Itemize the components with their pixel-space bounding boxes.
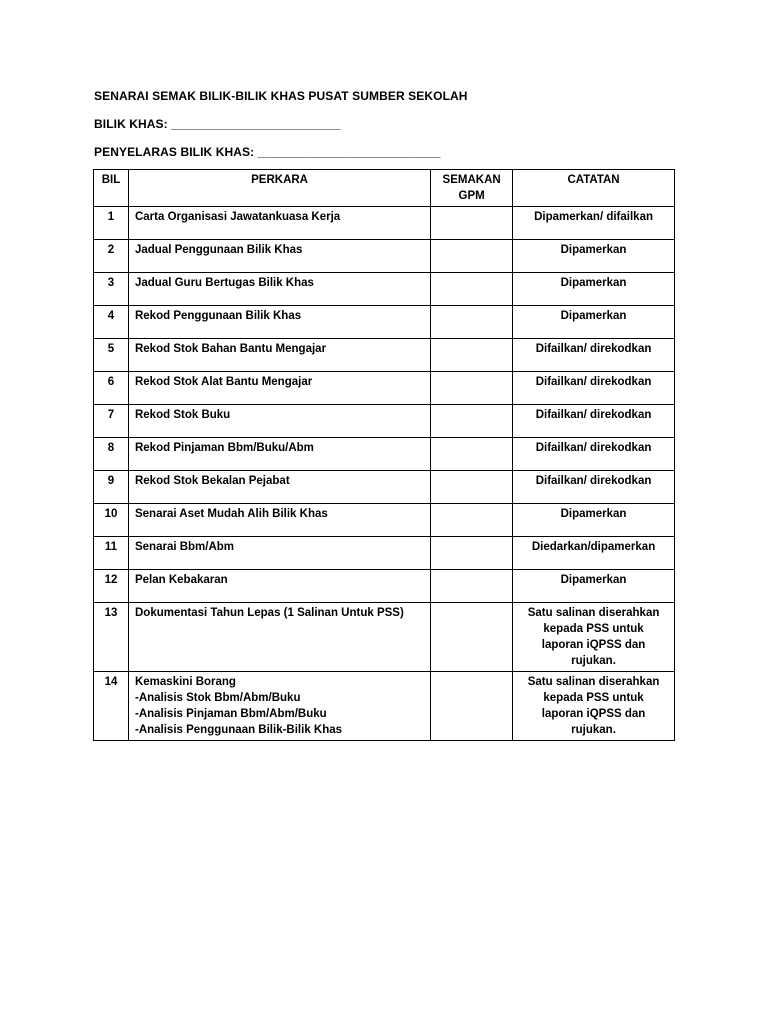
perkara-line: Jadual Penggunaan Bilik Khas (134, 244, 303, 256)
catatan-line: Difailkan/ direkodkan (535, 442, 652, 454)
cell-semakan-gpm[interactable] (431, 240, 513, 273)
cell-catatan (513, 438, 675, 471)
cell-perkara (128, 537, 430, 570)
cell-perkara (128, 672, 430, 741)
perkara-line: -Analisis Penggunaan Bilik-Bilik Khas (134, 724, 343, 736)
cell-semakan-gpm[interactable] (431, 405, 513, 438)
cell-bil: 1 (94, 207, 129, 240)
catatan-line: Difailkan/ direkodkan (535, 343, 652, 355)
table-header-row (94, 170, 675, 207)
cell-catatan (513, 537, 675, 570)
catatan-line: Dipamerkan (560, 508, 627, 520)
cell-bil: 6 (94, 372, 129, 405)
header-semakan-line: SEMAKAN (442, 174, 501, 186)
perkara-line: Rekod Stok Bahan Bantu Mengajar (134, 343, 327, 355)
cell-bil: 8 (94, 438, 129, 471)
table-row (94, 405, 675, 438)
perkara-line: Rekod Stok Alat Bantu Mengajar (134, 376, 313, 388)
perkara-line: Rekod Penggunaan Bilik Khas (134, 310, 302, 322)
cell-semakan-gpm[interactable] (431, 273, 513, 306)
cell-semakan-gpm[interactable] (431, 339, 513, 372)
catatan-line: Dipamerkan (560, 574, 627, 586)
cell-bil: 14 (94, 672, 129, 741)
cell-catatan (513, 570, 675, 603)
catatan-line: Diedarkan/dipamerkan (531, 541, 656, 553)
table-row (94, 240, 675, 273)
cell-bil: 2 (94, 240, 129, 273)
perkara-line: Rekod Stok Buku (134, 409, 231, 421)
cell-catatan (513, 672, 675, 741)
cell-catatan (513, 306, 675, 339)
perkara-line: -Analisis Pinjaman Bbm/Abm/Buku (134, 708, 327, 720)
cell-perkara (128, 339, 430, 372)
catatan-line: Satu salinan diserahkan (527, 676, 660, 688)
cell-bil: 7 (94, 405, 129, 438)
cell-catatan (513, 240, 675, 273)
table-row (94, 372, 675, 405)
catatan-line: Dipamerkan/ difailkan (534, 211, 653, 223)
header-catatan: CATATAN (513, 170, 675, 207)
cell-perkara (128, 306, 430, 339)
cell-bil: 13 (94, 603, 129, 672)
header-semakan (431, 170, 513, 207)
catatan-line: rujukan. (571, 724, 616, 736)
table-row (94, 603, 675, 672)
cell-perkara (128, 405, 430, 438)
cell-catatan (513, 339, 675, 372)
perkara-line: Senarai Aset Mudah Alih Bilik Khas (134, 508, 328, 520)
cell-perkara (128, 240, 430, 273)
catatan-line: Dipamerkan (560, 244, 627, 256)
cell-perkara (128, 570, 430, 603)
catatan-line: Difailkan/ direkodkan (535, 475, 652, 487)
cell-perkara (128, 372, 430, 405)
cell-semakan-gpm[interactable] (431, 372, 513, 405)
catatan-line: Satu salinan diserahkan (527, 607, 660, 619)
table-row (94, 504, 675, 537)
table-row (94, 339, 675, 372)
perkara-line: Dokumentasi Tahun Lepas (1 Salinan Untuk PSS) (134, 607, 404, 619)
cell-catatan (513, 273, 675, 306)
cell-semakan-gpm[interactable] (431, 570, 513, 603)
cell-bil: 3 (94, 273, 129, 306)
catatan-line: Dipamerkan (560, 310, 627, 322)
cell-perkara (128, 603, 430, 672)
cell-bil: 5 (94, 339, 129, 372)
cell-bil: 10 (94, 504, 129, 537)
perkara-line: Pelan Kebakaran (134, 574, 228, 586)
catatan-line: kepada PSS untuk (543, 623, 644, 635)
cell-catatan (513, 207, 675, 240)
cell-semakan-gpm[interactable] (431, 207, 513, 240)
cell-catatan (513, 504, 675, 537)
cell-bil: 11 (94, 537, 129, 570)
table-row (94, 273, 675, 306)
cell-semakan-gpm[interactable] (431, 504, 513, 537)
cell-bil: 9 (94, 471, 129, 504)
checklist-table (93, 169, 675, 741)
catatan-line: Dipamerkan (560, 277, 627, 289)
bilik-khas-field: BILIK KHAS: _________________________ (94, 117, 341, 131)
perkara-line: Senarai Bbm/Abm (134, 541, 235, 553)
perkara-line: Jadual Guru Bertugas Bilik Khas (134, 277, 314, 289)
penyelaras-field: PENYELARAS BILIK KHAS: ___________________________ (94, 145, 441, 159)
cell-perkara (128, 471, 430, 504)
table-row (94, 438, 675, 471)
perkara-line: -Analisis Stok Bbm/Abm/Buku (134, 692, 301, 704)
cell-perkara (128, 504, 430, 537)
catatan-line: kepada PSS untuk (543, 692, 644, 704)
catatan-line: laporan iQPSS dan (541, 708, 646, 720)
cell-semakan-gpm[interactable] (431, 603, 513, 672)
cell-bil: 12 (94, 570, 129, 603)
cell-catatan (513, 372, 675, 405)
header-semakan-line: GPM (458, 190, 485, 202)
document-title: SENARAI SEMAK BILIK-BILIK KHAS PUSAT SUMBER SEKOLAH (94, 89, 468, 103)
cell-semakan-gpm[interactable] (431, 672, 513, 741)
perkara-line: Rekod Pinjaman Bbm/Buku/Abm (134, 442, 314, 454)
cell-semakan-gpm[interactable] (431, 537, 513, 570)
perkara-line: Rekod Stok Bekalan Pejabat (134, 475, 290, 487)
cell-perkara (128, 273, 430, 306)
table-row (94, 537, 675, 570)
header-bil: BIL (94, 170, 129, 207)
cell-semakan-gpm[interactable] (431, 438, 513, 471)
cell-bil: 4 (94, 306, 129, 339)
table-row (94, 207, 675, 240)
cell-catatan (513, 405, 675, 438)
table-row (94, 672, 675, 741)
catatan-line: rujukan. (571, 655, 616, 667)
table-row (94, 306, 675, 339)
cell-perkara (128, 438, 430, 471)
cell-perkara (128, 207, 430, 240)
cell-semakan-gpm[interactable] (431, 471, 513, 504)
table-row (94, 570, 675, 603)
table-row (94, 471, 675, 504)
perkara-line: Kemaskini Borang (134, 676, 236, 688)
cell-catatan (513, 471, 675, 504)
cell-catatan (513, 603, 675, 672)
catatan-line: laporan iQPSS dan (541, 639, 646, 651)
cell-semakan-gpm[interactable] (431, 306, 513, 339)
catatan-line: Difailkan/ direkodkan (535, 409, 652, 421)
header-perkara: PERKARA (128, 170, 430, 207)
perkara-line: Carta Organisasi Jawatankuasa Kerja (134, 211, 341, 223)
catatan-line: Difailkan/ direkodkan (535, 376, 652, 388)
